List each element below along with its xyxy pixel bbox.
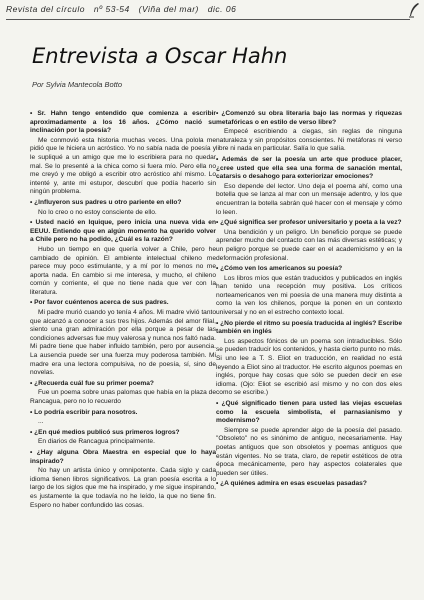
quill-icon <box>408 2 420 18</box>
interview-question: • ¿Hay alguna Obra Maestra en especial que lo haya inspirado? <box>30 448 216 465</box>
interview-question: • ¿Influyeron sus padres u otro pariente en ello? <box>30 198 182 206</box>
header-date: dic. 06 <box>207 4 237 14</box>
interview-answer: Hubo un tiempo en que quería volver a Chile, pero he cambiado de opinión. El ambiente intelectual chileno me parece muy poco estimulante, y a mí por lo menos no me aporta nada. En cambio si me interesa, y mucho, el chileno común y corriente, el que no tiene nada que ver con la literatura. <box>30 245 216 296</box>
interview-answer: Siempre se puede aprender algo de la poesía del pasado. "Obsoleto" no es sinónimo de antiguo, necesariamente. Hay poetas antiguos que son obsoletos y poemas antiguos que están vigentes. No se trata, claro, de repetir estéticos de otra época mecánicamente, pero hay aspectos colaterales que pueden ser útiles. <box>216 426 402 477</box>
interview-question: • Sr. Hahn tengo entendido que comienza a escribir aproximadamente a los 16 años. ¿Cómo nació su inclinación por la poesía? <box>30 110 216 135</box>
left-column <box>30 108 216 596</box>
interview-answer: Me conmovió esta historia muchas veces. Una polola me pidió que le hiciera un acróstico. Yo no sabía nada de poesía y le supliqué a un amigo que me lo escribiera para no quedar mal. Se lo presenté a la chica como si fuera mío. Pero ella no me creyó y me obligó a escribir otro acróstico ahí mismo. Lo intenté y, ante mi estupor, descubrí que podía hacerlo sin ningún problema. <box>30 136 216 196</box>
interview-answer: Mi padre murió cuando yo tenía 4 años. Mi madre vivió tanto que alcanzó a conocer a sus tres hijos. Además del amor filial, siento una gran admiración por ella porque a pesar de las condiciones adversas fue muy valerosa y nunca nos faltó nada. Mi padre tiene que haber influido también, pero por ausencia. La ausencia puede ser una fuerza muy poderosa también. Mi madre era una lectora compulsiva, no de poesía, sí, sino de novelas. <box>30 309 216 377</box>
interview-answer: Los libros míos que están traducidos y publicados en inglés han tenido una recepción muy positiva. Los críticos norteamericanos ven mi poesía de una manera muy distinta a como la ven los chilenos, porque la ponen en un contexto universal y no en el estrecho contexto local. <box>216 274 402 317</box>
article-title: Entrevista a Oscar Hahn <box>32 44 288 68</box>
interview-question: • Lo podría escribir para nosotros. <box>30 408 138 416</box>
interview-question: • ¿Qué significa ser profesor universitario y poeta a la vez? <box>216 219 402 227</box>
interview-answer: No hay un artista único y omnipotente. Cada siglo y cada idioma tienen libros significativos. La gran poesía escrita a lo largo de los siglos que me ha inspirado, y me sigue inspirando, es justamente la que todavía no he leído, la que no tiene fin. Espero no haber confundido las cosas. <box>30 467 216 509</box>
interview-question: • Usted nació en Iquique, pero inicia una nueva vida en EEUU. Entiendo que en algún momento ha querido volver a Chile pero no ha podido, ¿Cuál es la razón? <box>30 219 216 244</box>
interview-question: • ¿Qué significado tienen para usted las viejas escuelas como la escuela simbolista, el parnasianismo y modernismo? <box>216 400 402 425</box>
interview-answer: Empecé escribiendo a ciegas, sin reglas de ninguna naturaleza y sin propósitos conscientes. Ni metáforas ni verso libre ni nada en particular. Salía lo que salía. <box>216 128 402 153</box>
journal-header <box>6 4 410 22</box>
interview-question: • Por favor cuéntenos acerca de sus padres. <box>30 299 169 307</box>
interview-answer: En diarios de Rancagua principalmente. <box>38 438 155 446</box>
interview-question: • ¿A quiénes admira en esas escuelas pasadas? <box>216 480 367 488</box>
interview-question: • ¿Comenzó su obra literaria bajo las normas y riquezas metafóricas o en estilo de verso libre? <box>216 110 402 126</box>
header-rule <box>6 19 410 20</box>
interview-answer: Los aspectos fónicos de un poema son intraducibles. Sólo se pueden traducir los contenidos, y hasta cierto punto no más. Si uno lee a T. S. Eliot en traducción, en realidad no está leyendo a Eliot sino al traductor. He escrito algunos poemas en inglés, porque hay cosas que sólo se pueden decir en ese idioma. (Ojo: Eliot se escribió así mismo y no con dos eles como se escribe.) <box>216 337 402 397</box>
article-byline: Por Sylvia Mantecola Botto <box>32 80 123 89</box>
interview-question: • Además de ser la poesía un arte que produce placer, ¿cree usted que ella sea una forma de sanación mental, catarsis o desahogo para exteriorizar emociones? <box>216 155 402 181</box>
interview-answer: Una bendición y un peligro. Un beneficio porque se puede aprender mucho del contacto con las más diversas estéticas; y un peligro porque se puede caer en el academicismo y en la deformación profesional. <box>216 228 402 262</box>
right-column <box>216 108 402 596</box>
interview-answer: Eso depende del lector. Uno deja el poema ahí, como una botella que se lanza al mar con un mensaje adentro, y los que encuentran la botella sabrán qué hacer con el mensaje y cómo lo leen. <box>216 182 402 216</box>
interview-answer: Fue un poema sobre unas palomas que había en la plaza de Rancagua, pero no lo recuerdo <box>30 389 216 405</box>
interview-answer: ... <box>38 418 44 426</box>
interview-answer: No lo creo o no estoy consciente de ello. <box>38 208 157 216</box>
interview-question: • ¿Recuerda cuál fue su primer poema? <box>30 379 154 387</box>
header-journal-name: Revista del círculo <box>6 4 85 14</box>
header-city: (Viña del mar) <box>138 4 199 14</box>
header-issue-number: nº 53-54 <box>93 4 130 14</box>
interview-question: • ¿En qué medios publicó sus primeros logros? <box>30 428 180 436</box>
interview-question: • ¿No pierde el ritmo su poesía traducida al inglés? Escribe también en inglés <box>216 319 402 336</box>
interview-question: • ¿Cómo ven los americanos su poesía? <box>216 265 343 273</box>
